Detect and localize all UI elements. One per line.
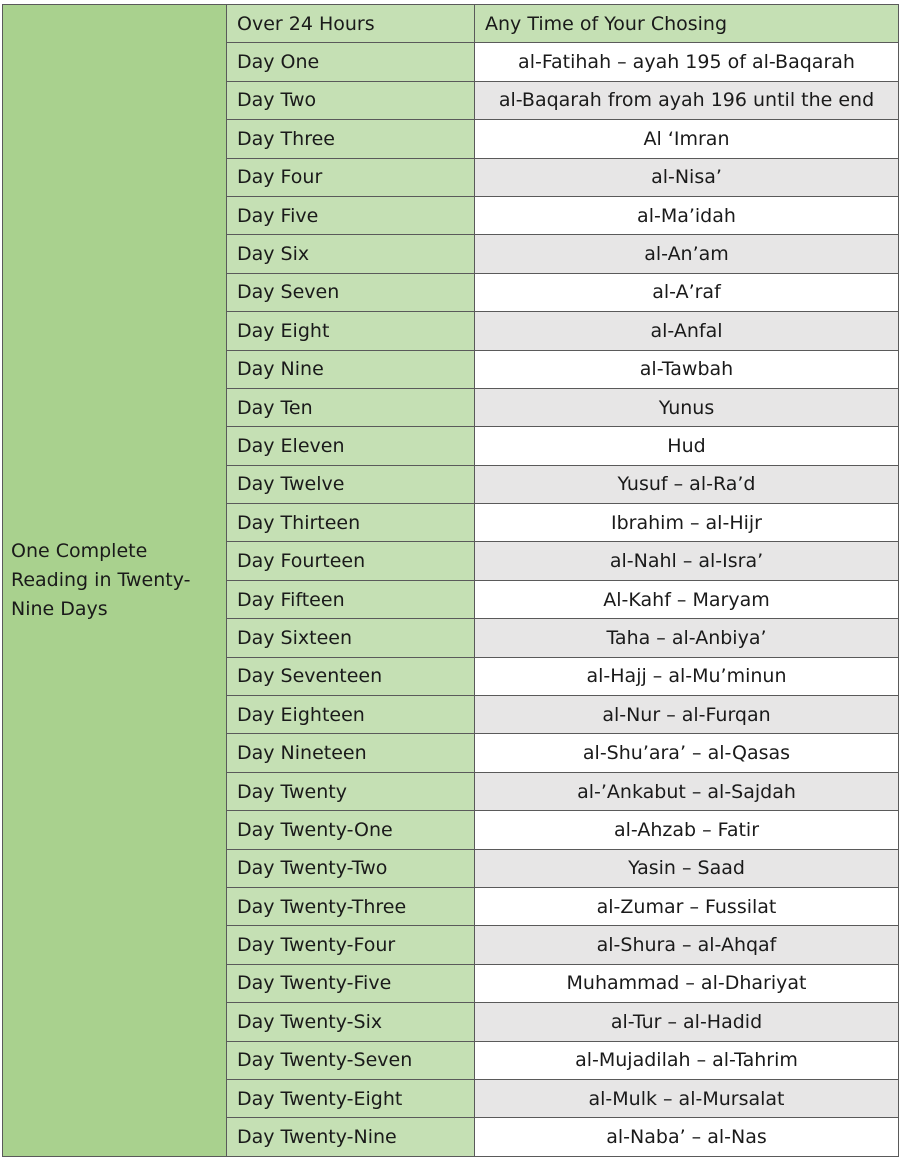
reading-cell: al-’Ankabut – al-Sajdah (475, 772, 899, 810)
day-cell: Day Three (227, 120, 475, 158)
reading-cell: Ibrahim – al-Hijr (475, 504, 899, 542)
reading-cell: al-Fatihah – ayah 195 of al-Baqarah (475, 43, 899, 81)
day-cell: Day Twenty-Four (227, 926, 475, 964)
day-cell: Day Twenty-Seven (227, 1041, 475, 1079)
day-cell: Day Six (227, 235, 475, 273)
day-cell: Day Five (227, 196, 475, 234)
period-header: Over 24 Hours (227, 5, 475, 43)
day-cell: Day Twenty-Five (227, 964, 475, 1002)
reading-cell: al-Anfal (475, 312, 899, 350)
day-cell: Day Sixteen (227, 619, 475, 657)
header-row (3, 5, 899, 43)
plan-label-cell (3, 5, 227, 1157)
reading-cell: al-Tawbah (475, 350, 899, 388)
reading-cell: Muhammad – al-Dhariyat (475, 964, 899, 1002)
day-cell: Day Twenty-Three (227, 887, 475, 925)
reading-cell: al-Naba’ – al-Nas (475, 1118, 899, 1157)
reading-cell: al-A’raf (475, 273, 899, 311)
day-cell: Day Twelve (227, 465, 475, 503)
plan-label: One Complete Reading in Twenty-Nine Days (11, 540, 191, 620)
reading-cell: al-Mujadilah – al-Tahrim (475, 1041, 899, 1079)
reading-cell: al-Mulk – al-Mursalat (475, 1079, 899, 1117)
reading-cell: al-Nur – al-Furqan (475, 696, 899, 734)
day-cell: Day Seventeen (227, 657, 475, 695)
day-cell: Day Fourteen (227, 542, 475, 580)
reading-cell: al-An’am (475, 235, 899, 273)
day-cell: Day Thirteen (227, 504, 475, 542)
day-cell: Day Two (227, 81, 475, 119)
reading-cell: al-Hajj – al-Mu’minun (475, 657, 899, 695)
day-cell: Day Twenty-Two (227, 849, 475, 887)
reading-cell: al-Shu’ara’ – al-Qasas (475, 734, 899, 772)
reading-cell: al-Shura – al-Ahqaf (475, 926, 899, 964)
day-cell: Day Twenty-One (227, 811, 475, 849)
day-cell: Day Seven (227, 273, 475, 311)
reading-cell: Yusuf – al-Ra’d (475, 465, 899, 503)
reading-cell: al-Nahl – al-Isra’ (475, 542, 899, 580)
reading-schedule-table (2, 4, 899, 1157)
reading-cell: al-Nisa’ (475, 158, 899, 196)
day-cell: Day Eighteen (227, 696, 475, 734)
reading-cell: al-Ma’idah (475, 196, 899, 234)
day-cell: Day Twenty-Nine (227, 1118, 475, 1157)
reading-cell: Yunus (475, 388, 899, 426)
day-cell: Day Eleven (227, 427, 475, 465)
reading-cell: Taha – al-Anbiya’ (475, 619, 899, 657)
reading-cell: Al-Kahf – Maryam (475, 580, 899, 618)
reading-cell: Yasin – Saad (475, 849, 899, 887)
day-cell: Day Ten (227, 388, 475, 426)
reading-cell: al-Baqarah from ayah 196 until the end (475, 81, 899, 119)
reading-cell: al-Ahzab – Fatir (475, 811, 899, 849)
reading-schedule-body (3, 5, 899, 1157)
day-cell: Day Twenty-Six (227, 1003, 475, 1041)
time-header: Any Time of Your Chosing (475, 5, 899, 43)
reading-cell: Hud (475, 427, 899, 465)
day-cell: Day Twenty (227, 772, 475, 810)
reading-cell: Al ‘Imran (475, 120, 899, 158)
day-cell: Day Nineteen (227, 734, 475, 772)
reading-cell: al-Tur – al-Hadid (475, 1003, 899, 1041)
day-cell: Day One (227, 43, 475, 81)
day-cell: Day Eight (227, 312, 475, 350)
day-cell: Day Fifteen (227, 580, 475, 618)
day-cell: Day Twenty-Eight (227, 1079, 475, 1117)
day-cell: Day Nine (227, 350, 475, 388)
day-cell: Day Four (227, 158, 475, 196)
reading-cell: al-Zumar – Fussilat (475, 887, 899, 925)
